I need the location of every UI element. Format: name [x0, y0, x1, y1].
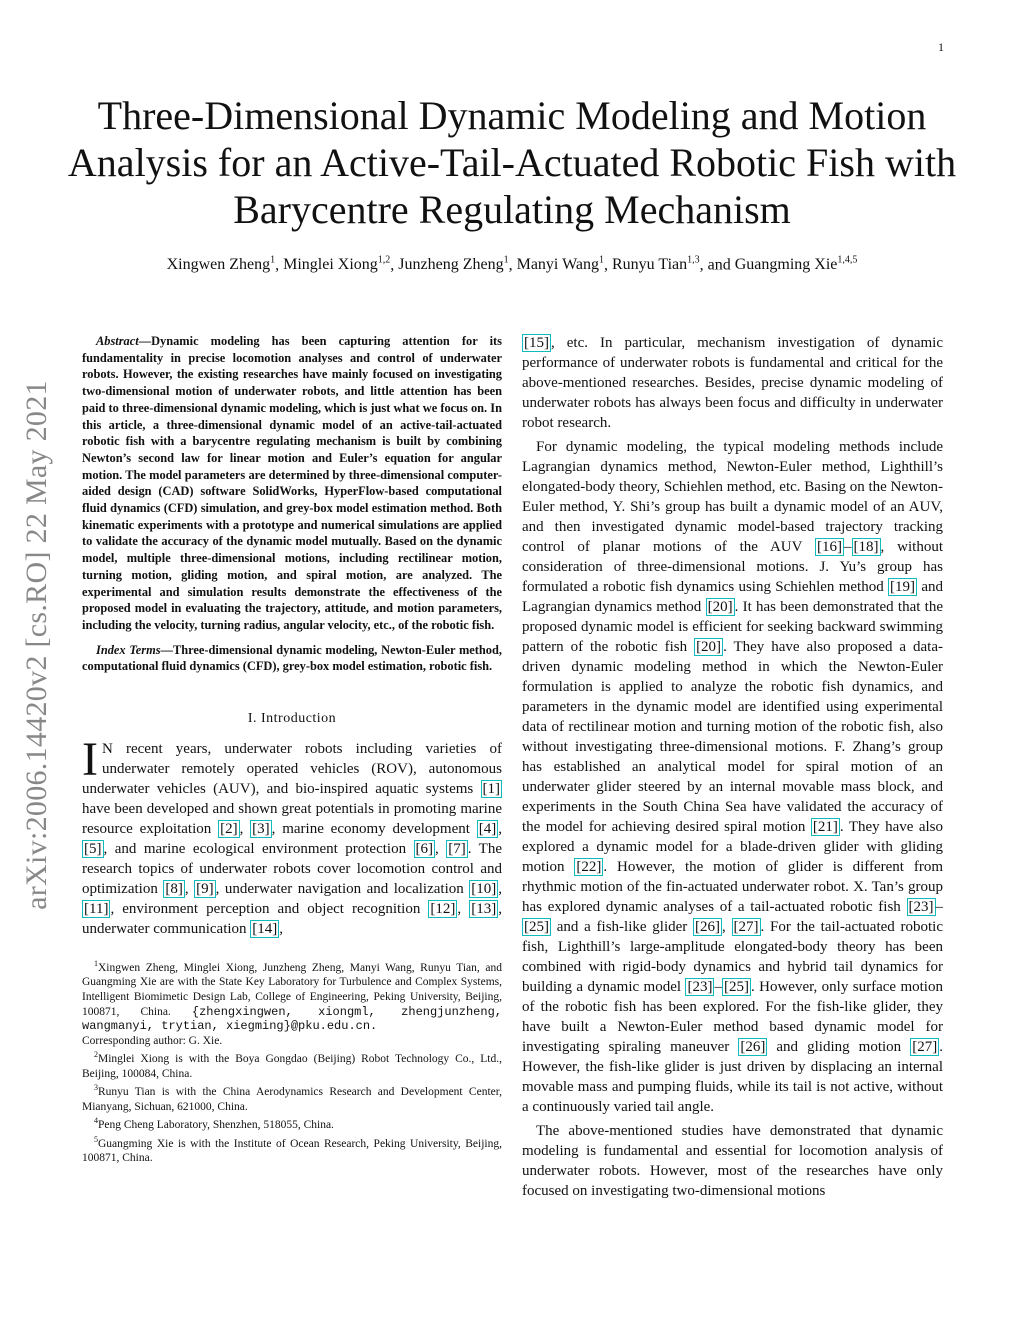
body-text: . However, the fish-like glider is just driven by displacing an internal movable mass and pumping fluids, while its tail is not active, without a continuously varied tail angle. — [522, 1039, 943, 1115]
body-text: and a fish-like glider — [551, 919, 694, 935]
body-text: – — [844, 539, 852, 555]
citation-link[interactable]: [19] — [890, 579, 916, 595]
citation-link[interactable]: [1] — [482, 781, 500, 798]
body-text: , marine economy development — [271, 821, 477, 838]
body-text: , — [239, 821, 251, 838]
citation-link[interactable]: [11] — [84, 901, 109, 918]
paper-title: Three-Dimensional Dynamic Modeling and Motion Analysis for an Active-Tail-Actuated Robotic Fish with Barycentre Regulating Mechanism — [67, 93, 957, 232]
citation-link[interactable]: [5] — [84, 841, 102, 858]
author-list: Xingwen Zheng$^1$, Minglei Xiong$^{1,2}$, Junzheng Zheng$^1$, Manyi Wang$^1$, Runyu Tian$^{1,3}$, and Guangming Xie$^{1,4,5}$ — [166, 255, 858, 274]
index-terms-label: Index Terms — [96, 642, 161, 657]
body-text: , without consideration of three-dimensional motions. J. Yu’s group has formulated a robotic fish dynamics using Schiehlen method — [522, 539, 943, 595]
author: Runyu Tian$^{1,3}$ — [612, 255, 700, 274]
body-text: For dynamic modeling, the typical modeling methods include Lagrangian dynamics method, Newton-Euler method, Lighthill’s elongated-body theory, Schiehlen method, etc. Basing on the Newton-Euler method, Y. Shi’s group has built a dynamic model of an AUV, and then investigated dynamic model-based trajectory tracking control of planar motions of the AUV — [522, 439, 944, 555]
body-text: , — [457, 901, 470, 918]
body-text: , — [498, 821, 502, 838]
index-terms — [82, 642, 502, 675]
body-text: – — [714, 979, 722, 995]
body-text: , environment perception and object recognition — [110, 901, 429, 918]
body-text: . They have also proposed a data-driven dynamic modeling method in which the Newton-Euler formulation is applied to analyze the robotic fish dynamics, and parameters in the dynamic model are identified using experimental data of rectilinear motion and turning motion of the robotic fish, also without investigating three-dimensional motions. F. Zhang’s group has established an analytical model for spiral motion of an underwater glider steered by an internal movable mass block, and experiments in the South China Sea have validated the accuracy of the model for achieving desired spiral motion — [522, 639, 943, 835]
author: Minglei Xiong$^{1,2}$ — [283, 255, 391, 274]
citation-link[interactable]: [8] — [165, 881, 183, 898]
citation-link[interactable]: [27] — [912, 1039, 938, 1055]
body-text: – — [935, 899, 943, 915]
body-text: , — [279, 921, 284, 938]
body-text: , — [435, 841, 447, 858]
abstract-text: —Dynamic modeling has been capturing attention for its fundamentality in precise locomotion analyses and control of underwater robots. However, the existing researches have mainly focused on investigating two-dimensional motion of underwater robots, and little attention has been paid to three-dimensional dynamic modeling, which is just what we focus on. In this article, a three-dimensional dynamic model of an active-tail-actuated robotic fish with a barycentre regulating mechanism is built by combining Newton’s second law for linear motion and Euler’s equation for angular motion. The model parameters are determined by three-dimensional computer-aided design (CAD) software SolidWorks, HyperFlow-based computational fluid dynamics (CFD) simulation, and grey-box model estimation method. Both kinematic experiments with a prototype and numerical simulations are applied to validate the accuracy of the dynamic model mutually. Based on the dynamic model, multiple three-dimensional motions, including rectilinear motion, turning motion, gliding motion, and spiral motion, are analyzed. The experimental and simulation results demonstrate the effectiveness of the proposed model in evaluating the trajectory, attitude, and motion parameters, including the velocity, turning radius, angular velocity, etc., of the robotic fish. — [82, 334, 502, 632]
citation-link[interactable]: [23] — [908, 899, 934, 915]
body-text: , — [184, 881, 195, 898]
citation-link[interactable]: [22] — [576, 859, 602, 875]
author: Junzheng Zheng$^1$ — [398, 255, 509, 274]
abstract — [82, 333, 502, 634]
body-text: , and marine ecological environment protection — [103, 841, 414, 858]
citation-link[interactable]: [27] — [733, 919, 759, 935]
abstract-label: Abstract — [96, 334, 139, 348]
citation-link[interactable]: [26] — [740, 1039, 766, 1055]
citation-link[interactable]: [21] — [812, 819, 838, 835]
body-paragraph — [522, 1121, 943, 1201]
body-text: and Lagrangian dynamics method — [522, 579, 943, 615]
email-list: {zhengxingwen, xiongml, zhengjunzheng, wangmanyi, trytian, xiegming}@pku.edu.cn. — [82, 1004, 502, 1034]
right-column — [522, 333, 943, 1201]
citation-link[interactable]: [12] — [430, 901, 456, 918]
author: Guangming Xie$^{1,4,5}$ — [734, 255, 858, 274]
body-text: , — [722, 919, 732, 935]
citation-link[interactable]: [14] — [252, 921, 278, 938]
body-text: . For the tail-actuated robotic fish, Lighthill’s large-amplitude elongated-body theory has been combined with rigid-body dynamics and hybrid tail dynamics for building a dynamic model — [522, 919, 944, 995]
body-text: . It has been demonstrated that the proposed dynamic model is efficient for seeking backward swimming pattern of the robotic fish — [522, 599, 944, 655]
footnote: $^5$Guangming Xie is with the Institute of Ocean Research, Peking University, Beijing, 100871, China. — [82, 1134, 502, 1165]
citation-link[interactable]: [3] — [252, 821, 270, 838]
citation-link[interactable]: [20] — [707, 599, 733, 615]
citation-link[interactable]: [2] — [220, 821, 238, 838]
citation-link[interactable]: [18] — [853, 539, 879, 555]
page-number: 1 — [938, 40, 944, 54]
body-text: . However, the motion of glider is different from rhythmic motion of the fin-actuated underwater robot. X. Tan’s group has explored dynamic analyses of a tail-actuated robotic fish — [522, 859, 943, 915]
citation-link[interactable]: [25] — [524, 919, 549, 935]
footnote-affiliation: $^1$Xingwen Zheng, Minglei Xiong, Junzheng Zheng, Manyi Wang, Runyu Tian, and Guangming Xie are with the State Key Laboratory for Turbulence and Complex Systems, Intelligent Biomimetic Design Lab, College of Engineering, Peking University, Beijing, 100871, China. {zhengxingwen, xiongml, zhengjunzheng, wangmanyi, trytian, xiegming}@pku.edu.cn. — [82, 959, 502, 1034]
body-paragraph — [522, 437, 943, 1117]
body-text: , — [498, 881, 502, 898]
citation-link[interactable]: [23] — [687, 979, 713, 995]
footnote: $^4$Peng Cheng Laboratory, Shenzhen, 518055, China. — [94, 1116, 334, 1132]
index-terms-text: —Three-dimensional dynamic modeling, Newton-Euler method, computational fluid dynamics (CFD), grey-box model estimation, robotic fish. — [82, 642, 502, 674]
section-heading: I. Introduction — [247, 711, 337, 727]
body-text: , underwater communication — [82, 901, 503, 938]
footnote: $^2$Minglei Xiong is with the Boya Gongdao (Beijing) Robot Technology Co., Ltd., Beijing, 100084, China. — [82, 1050, 502, 1080]
citation-link[interactable]: [7] — [448, 841, 466, 858]
corresponding-author: Corresponding author: G. Xie. — [82, 1034, 223, 1047]
left-column — [82, 333, 502, 1166]
citation-link[interactable]: [25] — [723, 979, 749, 995]
body-text: have been developed and shown great potentials in promoting marine resource exploitation — [82, 801, 502, 838]
body-text: and gliding motion — [767, 1039, 911, 1055]
body-text: . They have also explored a dynamic model for a blade-driven glider with gliding motion — [522, 819, 944, 875]
footnote: $^3$Runyu Tian is with the China Aerodynamics Research and Development Center, Mianyang, Sichuan, 621000, China. — [82, 1083, 502, 1113]
arxiv-identifier-text: arXiv:2006.14420v2 [cs.RO] 22 May 2021 — [20, 380, 53, 910]
citation-link[interactable]: [16] — [817, 539, 843, 555]
body-paragraph — [522, 333, 943, 433]
body-text: N recent years, underwater robots including varieties of underwater remotely operated vehicles (ROV), autonomous underwater vehicles (AUV), and bio-inspired aquatic systems — [82, 741, 502, 798]
citation-link[interactable]: [20] — [696, 639, 722, 655]
body-text: . However, only surface motion of the robotic fish has been explored. For the fish-like glider, they have built a Newton-Euler method based dynamic model for investigating spiraling maneuver — [522, 979, 943, 1055]
footnotes — [82, 957, 502, 1166]
body-text: , etc. In particular, mechanism investigation of dynamic performance of underwater robots is fundamental and critical for the above-mentioned researches. Besides, precise dynamic modeling of underwater robots has always been focus and difficulty in underwater robot research. — [522, 335, 943, 431]
intro-paragraph — [82, 733, 503, 939]
citation-link[interactable]: [13] — [471, 901, 497, 918]
citation-link[interactable]: [4] — [478, 821, 497, 838]
author: Xingwen Zheng$^1$ — [166, 255, 276, 274]
citation-link[interactable]: [15] — [524, 335, 549, 351]
dropcap: I — [82, 733, 98, 787]
author: Manyi Wang$^1$ — [516, 255, 604, 274]
body-text: , underwater navigation and localization — [215, 881, 470, 898]
citation-link[interactable]: [9] — [196, 881, 214, 898]
citation-link[interactable]: [10] — [471, 881, 497, 898]
citation-link[interactable]: [26] — [695, 919, 721, 935]
body-text: . The research topics of underwater robots cover locomotion control and optimization — [82, 841, 502, 898]
body-text: The above-mentioned studies have demonstrated that dynamic modeling is fundamental and essential for locomotion analysis of underwater robots. However, most of the researches have only focused on investigating two-dimensional motions — [522, 1123, 943, 1199]
citation-link[interactable]: [6] — [415, 841, 434, 858]
arxiv-identifier — [12, 345, 62, 945]
